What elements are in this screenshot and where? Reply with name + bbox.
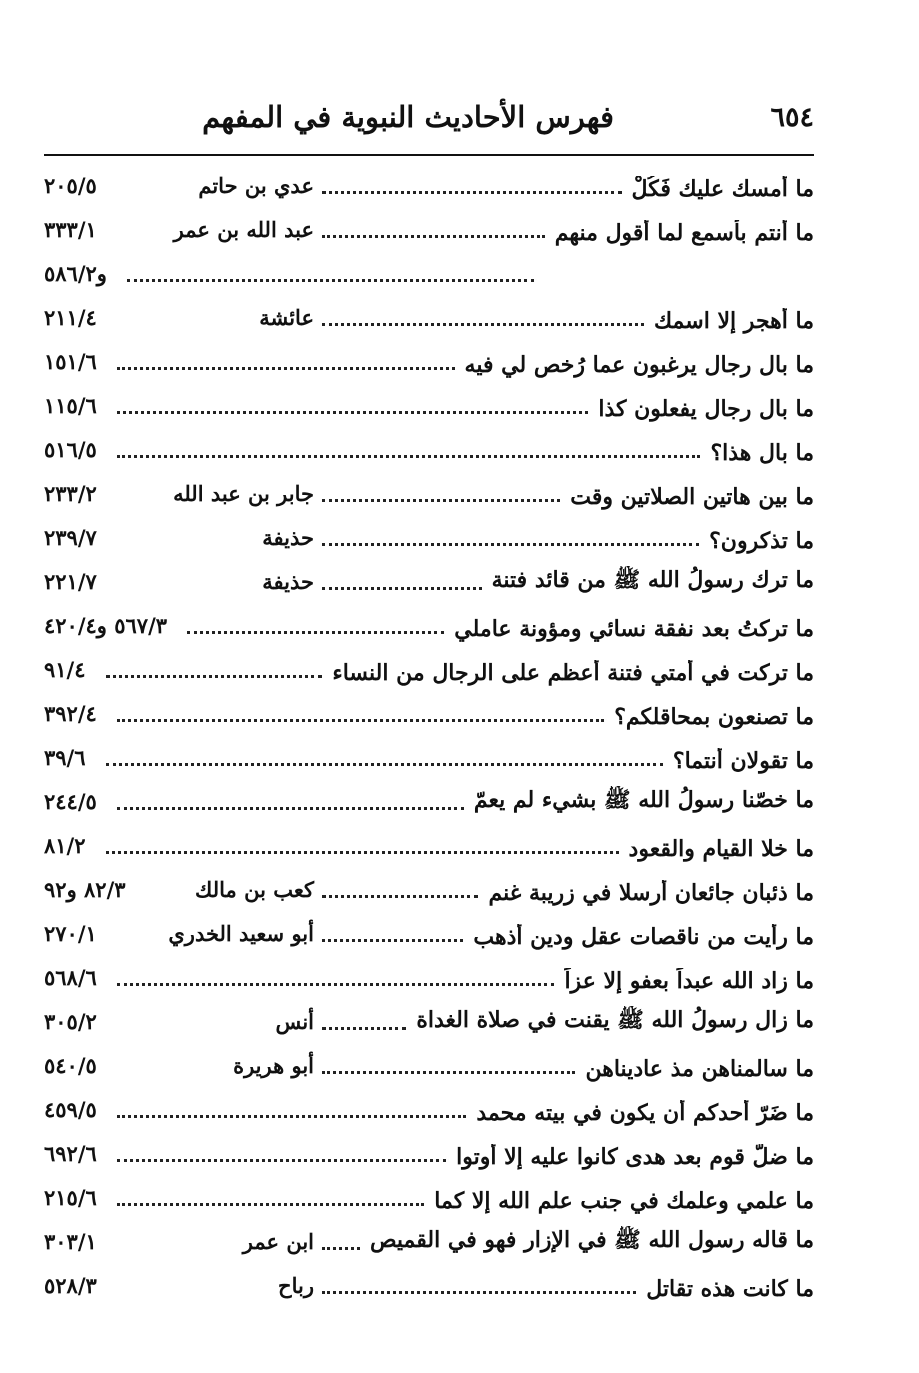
hadith-text: ما بين هاتين الصلاتين وقت bbox=[570, 484, 814, 510]
index-entry bbox=[44, 204, 814, 248]
narrator: رباح bbox=[278, 1273, 314, 1298]
volume-page-ref: ٣٠٥/٢ bbox=[44, 1009, 97, 1034]
narrator: ابن عمر bbox=[242, 1229, 314, 1254]
hadith-text: ما أهجر إلا اسمك bbox=[654, 308, 814, 334]
index-entry bbox=[44, 1260, 814, 1304]
leader-dots bbox=[106, 671, 322, 678]
leader-dots bbox=[322, 891, 478, 898]
index-entry bbox=[44, 864, 814, 908]
leader-dots bbox=[322, 539, 699, 546]
leader-dots bbox=[322, 1243, 360, 1250]
volume-page-ref: ٦٩٢/٦ bbox=[44, 1141, 97, 1166]
volume-page-ref: ٣٠٣/١ bbox=[44, 1229, 97, 1254]
index-entry bbox=[44, 380, 814, 424]
volume-page-ref: ١٥١/٦ bbox=[44, 349, 97, 374]
hadith-text: ما قاله رسول الله ﷺ في الإزار فهو في القميص bbox=[369, 1227, 814, 1253]
leader-dots bbox=[322, 231, 545, 238]
header-rule bbox=[44, 154, 814, 156]
hadith-text: ما خصّنا رسولُ الله ﷺ بشيء لم يعمّ bbox=[473, 787, 814, 813]
volume-page-ref: ٥٦٨/٦ bbox=[44, 965, 97, 990]
volume-page-ref: ٥١٦/٥ bbox=[44, 437, 97, 462]
hadith-text: ما ترك رسولُ الله ﷺ من قائد فتنة bbox=[491, 567, 814, 593]
narrator: عدي بن حاتم bbox=[198, 173, 314, 198]
leader-dots bbox=[322, 583, 482, 590]
index-entry bbox=[44, 1172, 814, 1216]
index-entry bbox=[44, 996, 814, 1040]
leader-dots bbox=[322, 1067, 575, 1074]
hadith-text: ما تقولان أنتما؟ bbox=[672, 748, 814, 774]
index-entry bbox=[44, 688, 814, 732]
narrator: حذيفة bbox=[262, 525, 314, 550]
hadith-text: ما بال هذا؟ bbox=[710, 440, 814, 466]
hadith-index-list bbox=[44, 160, 814, 1304]
volume-page-ref: ٨٢/٣ و٩٢ bbox=[44, 877, 126, 902]
hadith-text: ما ضلّ قوم بعد هدى كانوا عليه إلا أوتوا bbox=[456, 1144, 814, 1170]
volume-page-ref: ٢٢١/٧ bbox=[44, 569, 97, 594]
index-entry bbox=[44, 336, 814, 380]
hadith-text: ما أنتم بأسمع لما أقول منهم bbox=[554, 220, 814, 246]
index-entry bbox=[44, 248, 814, 292]
leader-dots bbox=[322, 1287, 636, 1294]
hadith-text: ما أمسك عليك فَكُلْ bbox=[631, 176, 814, 202]
leader-dots bbox=[117, 407, 588, 414]
leader-dots bbox=[117, 1199, 424, 1206]
hadith-text: ما سالمناهن مذ عاديناهن bbox=[585, 1056, 814, 1082]
index-entry bbox=[44, 1128, 814, 1172]
volume-page-ref: ٩١/٤ bbox=[44, 657, 86, 682]
volume-page-ref: ٢١٥/٦ bbox=[44, 1185, 97, 1210]
index-entry bbox=[44, 468, 814, 512]
index-entry bbox=[44, 292, 814, 336]
leader-dots bbox=[117, 363, 455, 370]
hadith-text: ما زاد الله عبداً بعفو إلا عزاً bbox=[564, 968, 814, 994]
volume-page-ref: ٢٣٣/٢ bbox=[44, 481, 97, 506]
index-entry bbox=[44, 424, 814, 468]
volume-page-ref: ٨١/٢ bbox=[44, 833, 86, 858]
index-entry bbox=[44, 644, 814, 688]
hadith-text: ما رأيت من ناقصات عقل ودين أذهب bbox=[473, 924, 814, 950]
leader-dots bbox=[117, 979, 554, 986]
hadith-text: ما تذكرون؟ bbox=[709, 528, 814, 554]
volume-page-ref: ٢٣٩/٧ bbox=[44, 525, 97, 550]
narrator: أبو هريرة bbox=[233, 1053, 314, 1078]
index-entry bbox=[44, 160, 814, 204]
leader-dots bbox=[322, 1023, 406, 1030]
narrator: أنس bbox=[275, 1009, 314, 1034]
volume-page-ref: ٢٧٠/١ bbox=[44, 921, 97, 946]
leader-dots bbox=[127, 275, 534, 282]
index-entry bbox=[44, 556, 814, 600]
volume-page-ref: ٥٤٠/٥ bbox=[44, 1053, 97, 1078]
hadith-text: ما علمي وعلمك في جنب علم الله إلا كما bbox=[434, 1188, 814, 1214]
index-entry bbox=[44, 908, 814, 952]
hadith-text: ما بال رجال يفعلون كذا bbox=[598, 396, 814, 422]
index-entry bbox=[44, 600, 814, 644]
page-number: ٦٥٤ bbox=[770, 102, 814, 133]
index-entry bbox=[44, 820, 814, 864]
index-entry bbox=[44, 776, 814, 820]
volume-page-ref: ٢١١/٤ bbox=[44, 305, 97, 330]
volume-page-ref: و٥٨٦/٢ bbox=[44, 261, 107, 286]
leader-dots bbox=[187, 627, 444, 634]
volume-page-ref: ٤٥٩/٥ bbox=[44, 1097, 97, 1122]
narrator: حذيفة bbox=[262, 569, 314, 594]
volume-page-ref: ٢٤٤/٥ bbox=[44, 789, 97, 814]
hadith-text: ما ضَرّ أحدكم أن يكون في بيته محمد bbox=[476, 1100, 814, 1126]
index-entry bbox=[44, 512, 814, 556]
leader-dots bbox=[322, 495, 560, 502]
volume-page-ref: ٥٢٨/٣ bbox=[44, 1273, 97, 1298]
leader-dots bbox=[322, 319, 644, 326]
narrator: عبد الله بن عمر bbox=[173, 217, 314, 242]
index-entry bbox=[44, 952, 814, 996]
index-entry bbox=[44, 1040, 814, 1084]
hadith-text: ما تركتُ بعد نفقة نسائي ومؤونة عاملي bbox=[454, 616, 814, 642]
narrator: جابر بن عبد الله bbox=[173, 481, 314, 506]
volume-page-ref: ٣٩٢/٤ bbox=[44, 701, 97, 726]
narrator: عائشة bbox=[259, 305, 314, 330]
volume-page-ref: ٢٠٥/٥ bbox=[44, 173, 97, 198]
volume-page-ref: ٣٣٣/١ bbox=[44, 217, 97, 242]
narrator: كعب بن مالك bbox=[195, 877, 314, 902]
volume-page-ref: ٥٦٧/٣ و٤٢٠/٤ bbox=[44, 613, 168, 638]
leader-dots bbox=[117, 715, 604, 722]
hadith-text: ما بال رجال يرغبون عما رُخص لي فيه bbox=[464, 352, 814, 378]
hadith-text: ما تصنعون بمحاقلكم؟ bbox=[614, 704, 814, 730]
page-header bbox=[44, 96, 814, 146]
page-title: فهرس الأحاديث النبوية في المفهم bbox=[202, 100, 614, 134]
leader-dots bbox=[322, 187, 622, 194]
narrator: أبو سعيد الخدري bbox=[168, 921, 314, 946]
volume-page-ref: ٣٩/٦ bbox=[44, 745, 86, 770]
hadith-text: ما زال رسولُ الله ﷺ يقنت في صلاة الغداة bbox=[416, 1007, 814, 1033]
hadith-text: ما ذئبان جائعان أُرسلا في زريبة غنم bbox=[488, 880, 814, 906]
index-entry bbox=[44, 1216, 814, 1260]
leader-dots bbox=[117, 803, 464, 810]
index-entry bbox=[44, 1084, 814, 1128]
leader-dots bbox=[322, 935, 463, 942]
hadith-text: ما تركت في أمتي فتنة أعظم على الرجال من النساء bbox=[332, 660, 814, 686]
leader-dots bbox=[106, 847, 619, 854]
leader-dots bbox=[117, 1111, 466, 1118]
volume-page-ref: ١١٥/٦ bbox=[44, 393, 97, 418]
leader-dots bbox=[106, 759, 663, 766]
index-entry bbox=[44, 732, 814, 776]
leader-dots bbox=[117, 1155, 446, 1162]
hadith-text: ما خلا القيام والقعود bbox=[628, 836, 814, 862]
hadith-text: ما كانت هذه تقاتل bbox=[646, 1276, 814, 1302]
leader-dots bbox=[117, 451, 700, 458]
